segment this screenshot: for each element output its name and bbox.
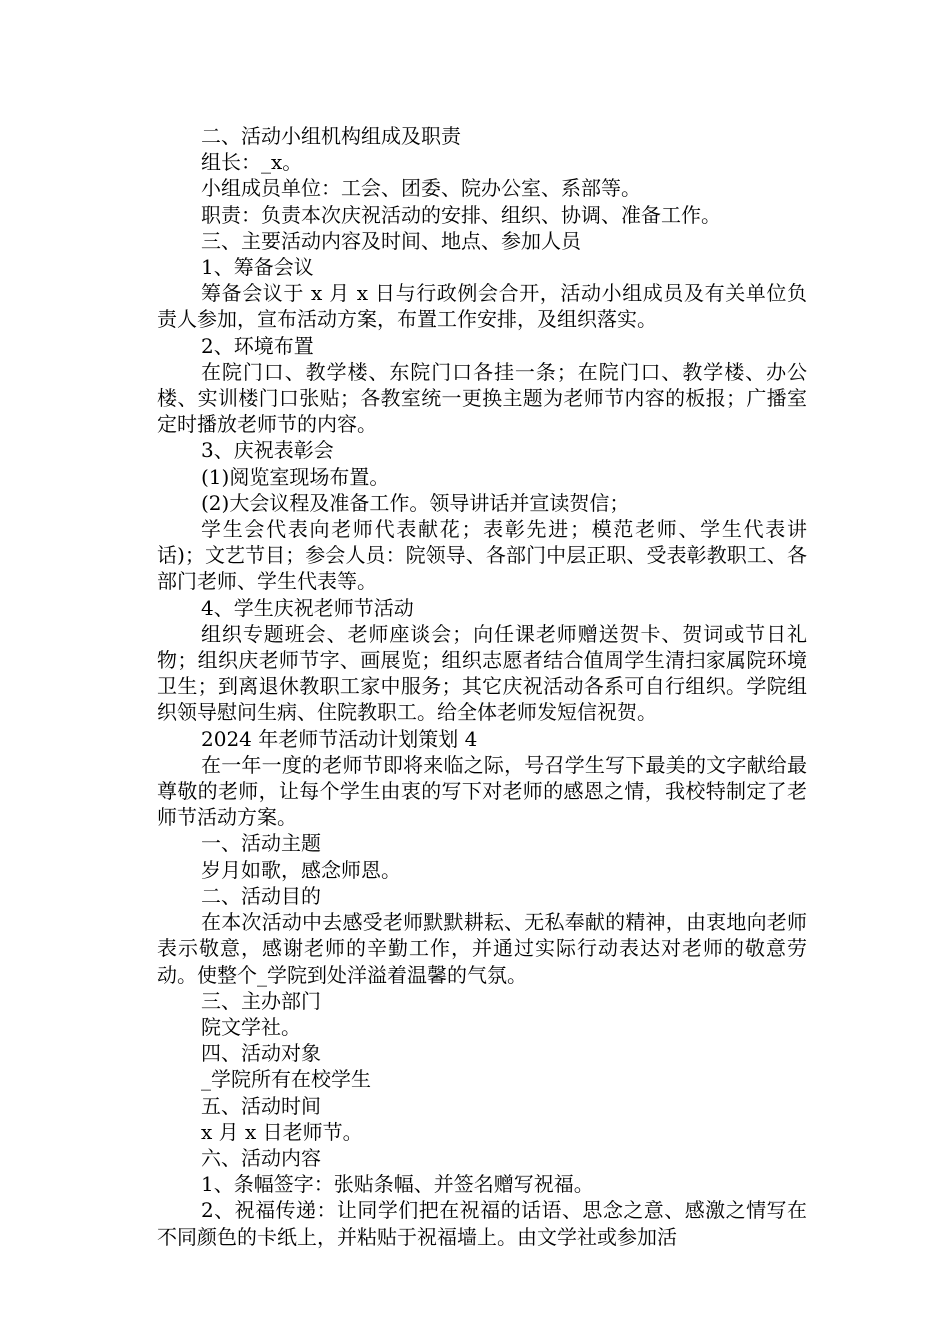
paragraph: _学院所有在校学生 bbox=[201, 1067, 371, 1092]
document-title: 2024 年老师节活动计划策划 4 bbox=[201, 726, 478, 751]
subsection-heading: 1、筹备会议 bbox=[201, 255, 314, 280]
section-heading: 三、主办部门 bbox=[201, 988, 321, 1013]
section-heading: 五、活动时间 bbox=[201, 1093, 321, 1118]
paragraph: 学生会代表向老师代表献花；表彰先进；模范老师、学生代表讲话)；文艺节目；参会人员：院领导、各部门中层正职、受表彰教职工、各部门老师、学生代表等。 bbox=[157, 517, 807, 594]
paragraph: 小组成员单位：工会、团委、院办公室、系部等。 bbox=[201, 176, 641, 201]
subsection-heading: 3、庆祝表彰会 bbox=[201, 438, 334, 463]
paragraph: x 月 x 日老师节。 bbox=[201, 1119, 363, 1144]
subsection-heading: 2、环境布置 bbox=[201, 333, 314, 358]
paragraph: 在本次活动中去感受老师默默耕耘、无私奉献的精神，由衷地向老师表示敬意，感谢老师的辛勤工作，并通过实际行动表达对老师的敬意劳动。使整个_学院到处洋溢着温馨的气氛。 bbox=[157, 910, 807, 987]
section-heading: 四、活动对象 bbox=[201, 1041, 321, 1066]
section-heading: 一、活动主题 bbox=[201, 831, 321, 856]
section-heading: 二、活动小组机构组成及职责 bbox=[201, 124, 461, 148]
section-heading: 二、活动目的 bbox=[201, 883, 321, 908]
section-heading: 六、活动内容 bbox=[201, 1145, 321, 1170]
paragraph: 院文学社。 bbox=[201, 1014, 301, 1039]
paragraph: 组织专题班会、老师座谈会；向任课老师赠送贺卡、贺词或节日礼物；组织庆老师节字、画展览；组织志愿者结合值周学生清扫家属院环境卫生；到离退休教职工家中服务；其它庆祝活动各系可自行组织。学院组织领导慰问生病、住院教职工。给全体老师发短信祝贺。 bbox=[157, 621, 807, 725]
paragraph: 筹备会议于 x 月 x 日与行政例会合开，活动小组成员及有关单位负责人参加，宣布活动方案，布置工作安排，及组织落实。 bbox=[157, 281, 807, 332]
paragraph: 2、祝福传递：让同学们把在祝福的话语、思念之意、感激之情写在不同颜色的卡纸上，并粘贴于祝福墙上。由文学社或参加活 bbox=[157, 1198, 807, 1249]
paragraph: 在院门口、教学楼、东院门口各挂一条；在院门口、教学楼、办公楼、实训楼门口张贴；各教室统一更换主题为老师节内容的板报；广播室定时播放老师节的内容。 bbox=[157, 359, 807, 437]
paragraph: (1)阅览室现场布置。 bbox=[201, 464, 390, 489]
subsection-heading: 4、学生庆祝老师节活动 bbox=[201, 595, 414, 620]
paragraph: (2)大会议程及准备工作。领导讲话并宣读贺信； bbox=[201, 490, 630, 515]
section-heading: 三、主要活动内容及时间、地点、参加人员 bbox=[201, 228, 581, 253]
document-body bbox=[157, 123, 807, 1250]
paragraph: 职责：负责本次庆祝活动的安排、组织、协调、准备工作。 bbox=[201, 202, 721, 227]
paragraph: 岁月如歌，感念师恩。 bbox=[201, 857, 401, 882]
paragraph: 组长：_x。 bbox=[201, 150, 303, 175]
paragraph: 1、条幅签字：张贴条幅、并签名赠写祝福。 bbox=[201, 1172, 594, 1197]
paragraph: 在一年一度的老师节即将来临之际，号召学生写下最美的文字献给最尊敬的老师，让每个学生由衷的写下对老师的感恩之情，我校特制定了老师节活动方案。 bbox=[157, 752, 807, 830]
